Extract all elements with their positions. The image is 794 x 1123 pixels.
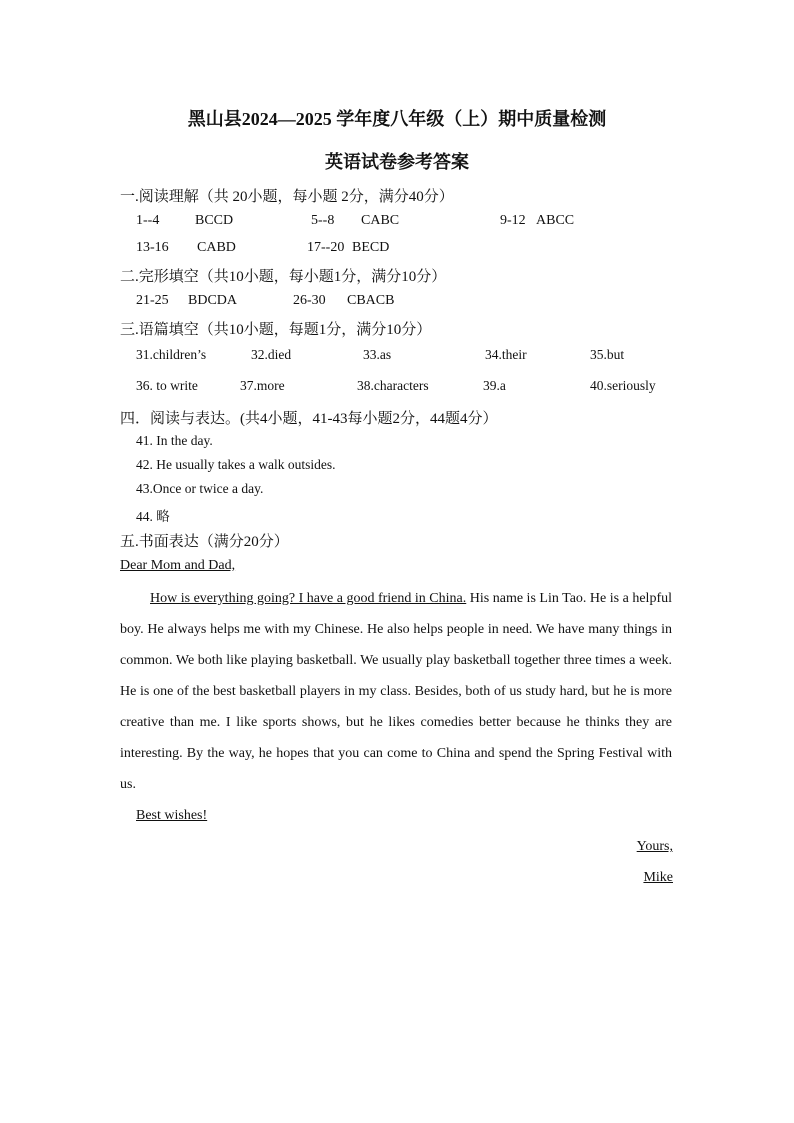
letter-signature: Mike [643,870,673,885]
answer-item: 40.seriously [590,378,656,393]
section1-heading: 一.阅读理解（共 20小题，每小题 2分，满分40分） [120,189,454,205]
section3-heading: 三.语篇填空（共10小题，每题1分，满分10分） [120,322,432,338]
answer-range: 17--20 [307,240,345,255]
answer-41: 41. In the day. [136,433,213,448]
answer-range: 21-25 [136,293,169,308]
letter-signoff: Yours, [636,839,673,854]
letter-opening: How is everything going? I have a good friend in China. [150,591,467,606]
page-subtitle: 英语试卷参考答案 [325,152,469,172]
answer-item: 31.children’s [136,347,207,362]
answer-item: 35.but [590,347,625,362]
answer-range: 9-12 [500,213,526,228]
answer-value: BECD [352,240,390,255]
answer-item: 38.characters [357,378,429,393]
answer-item: 37.more [240,378,285,393]
answer-value: CABC [361,213,400,228]
answer-range: 26-30 [293,293,326,308]
answer-value: BCCD [195,213,234,228]
answer-range: 1--4 [136,213,160,228]
letter-body [120,583,672,800]
answer-43: 43.Once or twice a day. [136,481,264,496]
page-title: 黑山县2024—2025 学年度八年级（上）期中质量检测 [187,109,607,129]
letter-body-text: His name is Lin Tao. He is a helpful boy. He always helps me with my Chinese. He also helps people in need. We have many things in common. We both like playing basketball. We usually play basketball together three times a week. He is one of the best basketball players in my class. Besides, both of us study hard, but he is more creative than me. I like sports shows, but he likes comedies better because he thinks they are interesting. By the way, he hopes that you can come to China and spend the Spring Festival with us. [120,591,672,792]
answer-item: 33.as [363,347,392,362]
answer-range: 13-16 [136,240,169,255]
letter-salutation: Dear Mom and Dad, [120,558,236,573]
section4-heading: 四．阅读与表达。(共4小题，41-43每小题2分，44题4分） [120,411,498,427]
answer-44: 44. 略 [136,509,170,524]
answer-item: 36. to write [136,378,198,393]
letter-closing: Best wishes! [136,808,208,823]
answer-value: BDCDA [188,293,238,308]
answer-item: 34.their [485,347,527,362]
answer-value: CBACB [347,293,395,308]
answer-value: ABCC [536,213,575,228]
answer-item: 32.died [251,347,292,362]
answer-range: 5--8 [311,213,335,228]
section2-heading: 二.完形填空（共10小题，每小题1分，满分10分） [120,269,447,285]
section5-heading: 五.书面表达（满分20分） [120,534,289,550]
answer-item: 39.a [483,378,506,393]
answer-42: 42. He usually takes a walk outsides. [136,457,336,472]
answer-value: CABD [197,240,236,255]
